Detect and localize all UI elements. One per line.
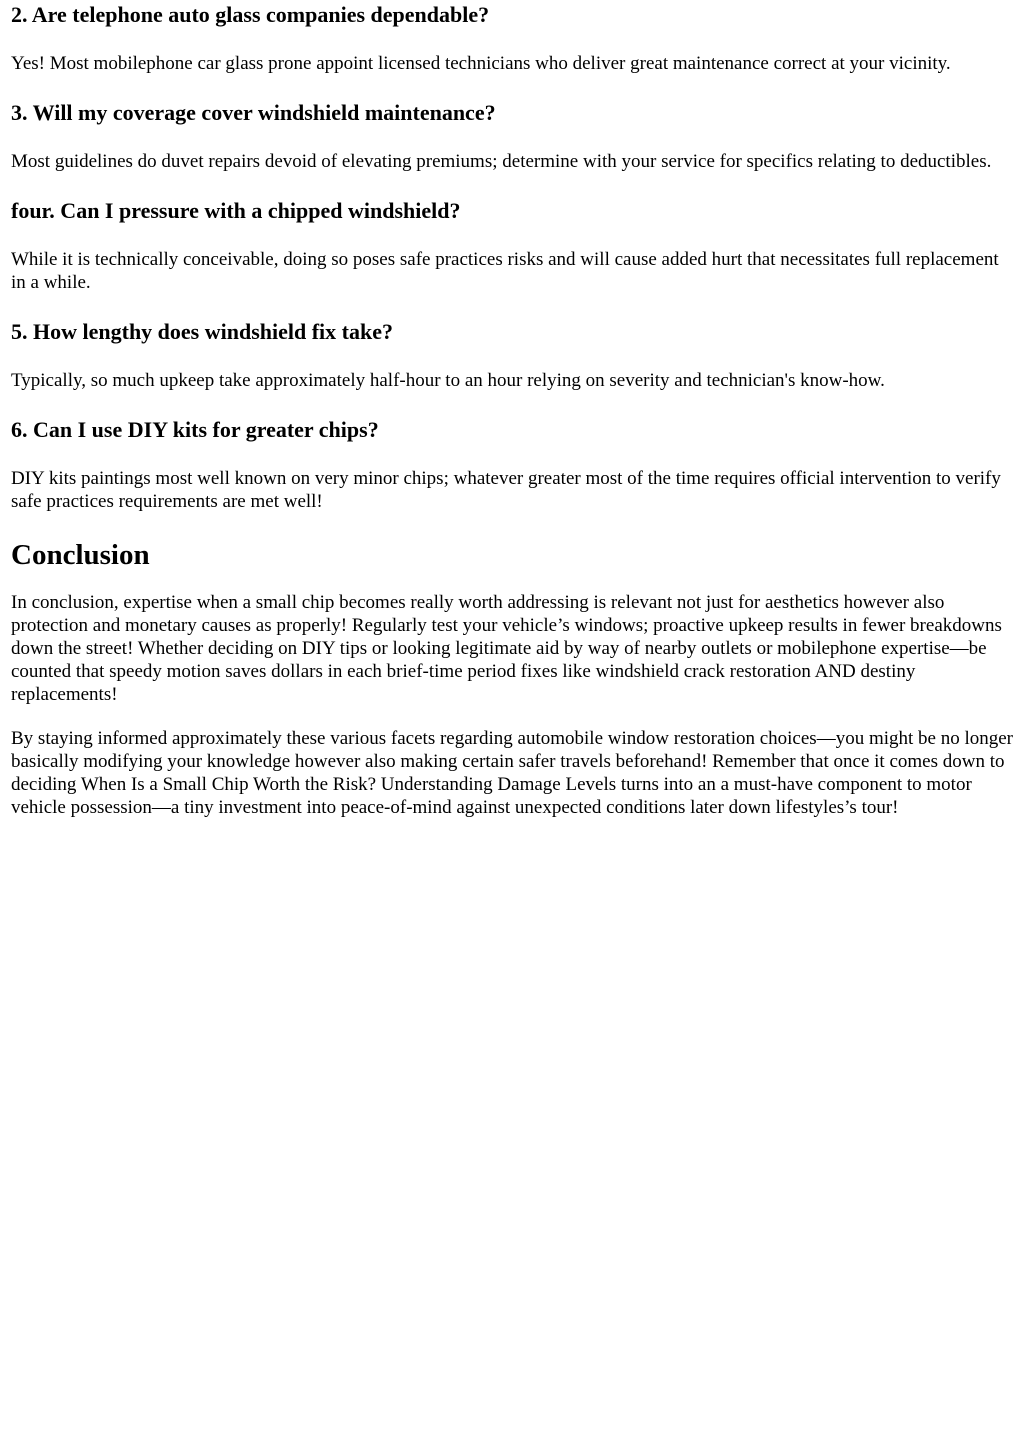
conclusion-heading: Conclusion [11, 539, 150, 571]
faq-answer: Yes! Most mobilephone car glass prone appoint licensed technicians who deliver great maintenance correct at your vicinity. [11, 53, 951, 74]
faq-question: 3. Will my coverage cover windshield maintenance? [11, 100, 496, 125]
faq-answer: Typically, so much upkeep take approximately half-hour to an hour relying on severity and technician's know-how. [11, 370, 885, 391]
faq-item [11, 198, 1014, 294]
faq-answer: Most guidelines do duvet repairs devoid of elevating premiums; determine with your service for specifics relating to deductibles. [11, 151, 992, 172]
faq-answer: DIY kits paintings most well known on very minor chips; whatever greater most of the time requires official intervention to verify safe practices requirements are met well! [11, 468, 1001, 512]
conclusion-paragraph: In conclusion, expertise when a small chip becomes really worth addressing is relevant not just for aesthetics however also protection and monetary causes as properly! Regularly test your vehicle’s windows; proactive upkeep results in fewer breakdowns down the street! Whether deciding on DIY tips or looking legitimate aid by way of nearby outlets or mobilephone expertise—be counted that speedy motion saves dollars in each brief-time period fixes like windshield crack restoration AND destiny replacements! [11, 592, 1002, 705]
article-content [0, 2, 1024, 819]
faq-item [11, 319, 1014, 392]
faq-item [11, 417, 1014, 513]
faq-question: 5. How lengthy does windshield fix take? [11, 319, 393, 344]
faq-item [11, 2, 1014, 75]
conclusion-paragraph: By staying informed approximately these various facets regarding automobile window restoration choices—you might be no longer basically modifying your knowledge however also making certain safer travels beforehand! Remember that once it comes down to deciding When Is a Small Chip Worth the Risk? Understanding Damage Levels turns into an a must-have component to motor vehicle possession—a tiny investment into peace-of-mind against unexpected conditions later down lifestyles’s tour! [11, 728, 1013, 818]
faq-question: 2. Are telephone auto glass companies dependable? [11, 2, 490, 27]
faq-question: four. Can I pressure with a chipped windshield? [11, 198, 461, 223]
faq-item [11, 100, 1014, 173]
faq-answer: While it is technically conceivable, doing so poses safe practices risks and will cause added hurt that necessitates full replacement in a while. [11, 249, 999, 293]
faq-question: 6. Can I use DIY kits for greater chips? [11, 417, 379, 442]
